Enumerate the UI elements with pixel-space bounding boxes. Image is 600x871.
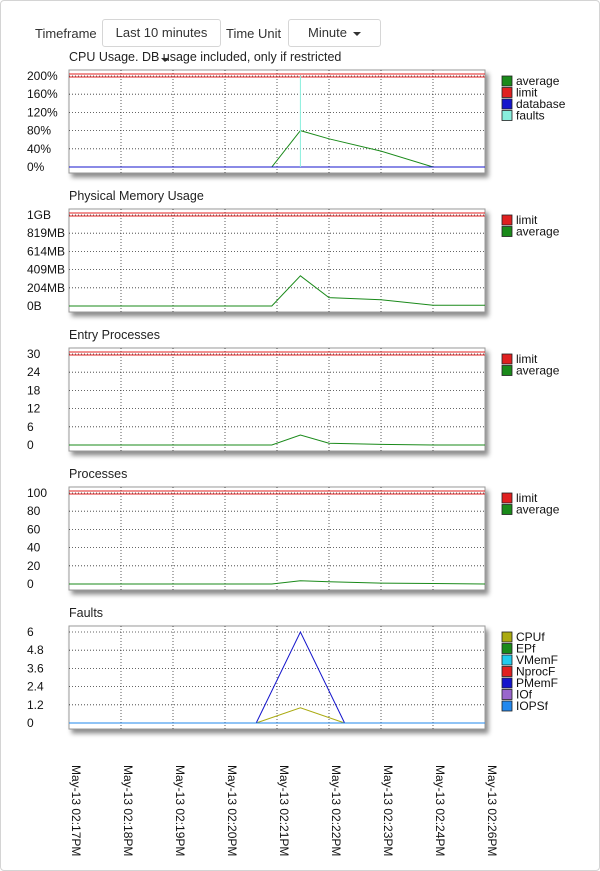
y-tick-label: 80 xyxy=(27,504,41,519)
chart-title: Faults xyxy=(69,606,104,620)
legend-entry: average xyxy=(516,224,560,239)
y-tick-label: 40 xyxy=(27,540,41,555)
y-tick-label: 160% xyxy=(27,87,58,102)
timeframe-label: Timeframe xyxy=(35,26,97,41)
y-tick-label: 3.6 xyxy=(27,661,44,676)
legend-swatch xyxy=(502,632,512,642)
legend-entry: VMemF xyxy=(516,653,558,667)
x-tick-label: May-13 02:26PM xyxy=(485,765,499,857)
y-tick-label: 2.4 xyxy=(27,679,44,694)
legend-entry: EPf xyxy=(516,641,536,656)
legend-swatch xyxy=(502,354,512,364)
y-tick-label: 0B xyxy=(27,299,42,313)
legend-entry: average xyxy=(516,74,560,88)
chart-3 xyxy=(27,467,560,591)
legend-entry: PMemF xyxy=(516,676,558,690)
y-tick-label: 6 xyxy=(27,419,34,434)
legend-entry: limit xyxy=(516,491,538,505)
legend-swatch xyxy=(502,227,512,237)
y-tick-label: 0 xyxy=(27,716,34,730)
legend-swatch xyxy=(502,505,512,515)
y-tick-label: 4.8 xyxy=(27,643,44,658)
x-tick-label: May-13 02:22PM xyxy=(329,765,343,857)
x-tick-label: May-13 02:21PM xyxy=(277,765,291,857)
y-tick-label: 80% xyxy=(27,123,52,138)
time-unit-label: Time Unit xyxy=(226,26,282,41)
legend-swatch xyxy=(502,366,512,376)
y-tick-label: 0% xyxy=(27,160,45,174)
y-tick-label: 200% xyxy=(27,69,58,83)
y-tick-label: 1.2 xyxy=(27,697,44,712)
chart-title: Processes xyxy=(69,467,128,481)
y-tick-label: 60 xyxy=(27,522,41,537)
y-tick-label: 40% xyxy=(27,141,52,156)
legend-swatch xyxy=(502,76,512,86)
legend-entry: database xyxy=(516,97,566,111)
legend-swatch xyxy=(502,111,512,121)
chart-4 xyxy=(27,606,558,730)
x-tick-label: May-13 02:23PM xyxy=(381,765,395,857)
x-tick-label: May-13 02:19PM xyxy=(173,765,187,857)
y-tick-label: 6 xyxy=(27,625,34,639)
legend-entry: IOf xyxy=(516,687,533,702)
y-tick-label: 120% xyxy=(27,105,58,120)
chart-1 xyxy=(27,189,560,313)
legend-entry: CPUf xyxy=(516,630,545,644)
y-tick-label: 24 xyxy=(27,365,41,380)
legend-swatch xyxy=(502,667,512,677)
y-tick-label: 30 xyxy=(27,347,41,361)
y-tick-label: 204MB xyxy=(27,280,66,295)
y-tick-label: 409MB xyxy=(27,262,66,277)
legend-entry: limit xyxy=(516,352,538,366)
y-tick-label: 1GB xyxy=(27,208,52,222)
timeframe-value: Last 10 minutes xyxy=(115,25,208,40)
legend-entry: IOPSf xyxy=(516,699,549,713)
y-tick-label: 20 xyxy=(27,558,41,573)
legend-entry: limit xyxy=(516,85,538,100)
y-tick-label: 100 xyxy=(27,486,48,500)
legend-entry: faults xyxy=(516,108,545,123)
chart-title: CPU Usage. DB usage included, only if restricted xyxy=(69,50,342,64)
legend-swatch xyxy=(502,99,512,109)
x-tick-label: May-13 02:20PM xyxy=(225,765,239,857)
chart-0 xyxy=(27,50,566,174)
legend-entry: limit xyxy=(516,213,538,227)
legend-swatch xyxy=(502,655,512,665)
legend-swatch xyxy=(502,690,512,700)
y-tick-label: 614MB xyxy=(27,244,66,259)
x-tick-label: May-13 02:17PM xyxy=(69,765,83,857)
y-tick-label: 0 xyxy=(27,438,34,452)
time-unit-value: Minute xyxy=(307,25,348,40)
y-tick-label: 12 xyxy=(27,401,41,416)
x-tick-label: May-13 02:24PM xyxy=(433,765,447,857)
y-tick-label: 0 xyxy=(27,577,34,591)
y-tick-label: 18 xyxy=(27,383,41,398)
legend-swatch xyxy=(502,493,512,503)
legend-swatch xyxy=(502,88,512,98)
legend-swatch xyxy=(502,644,512,654)
legend-entry: average xyxy=(516,363,560,378)
chart-title: Physical Memory Usage xyxy=(69,189,204,203)
legend-entry: average xyxy=(516,502,560,517)
x-tick-label: May-13 02:18PM xyxy=(121,765,135,857)
legend-swatch xyxy=(502,215,512,225)
chart-title: Entry Processes xyxy=(69,328,161,342)
legend-entry: NprocF xyxy=(516,664,556,679)
chart-2 xyxy=(27,328,560,452)
legend-swatch xyxy=(502,678,512,688)
y-tick-label: 819MB xyxy=(27,226,66,241)
legend-swatch xyxy=(502,701,512,711)
